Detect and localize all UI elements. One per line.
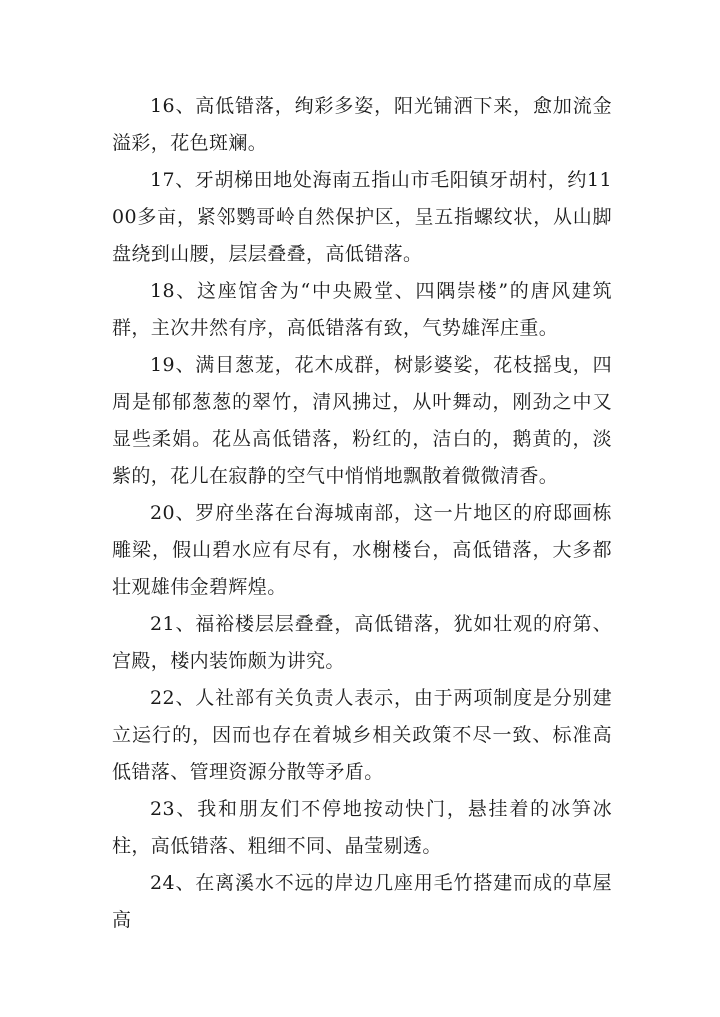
- paragraph-24: 24、在离溪水不远的岸边几座用毛竹搭建而成的草屋高: [112, 872, 612, 931]
- paragraph-16: 16、高低错落，绚彩多姿，阳光铺洒下来，愈加流金溢彩，花色斑斓。: [112, 95, 612, 154]
- paragraph-19: 19、满目葱茏，花木成群，树影婆娑，花枝摇曳，四周是郁郁葱葱的翠竹，清风拂过，从叶舞动，刚劲之中又显些柔娟。花丛高低错落，粉红的，洁白的，鹅黄的，淡紫的，花儿在寂静的空气中悄悄地飘散着微微清香。: [112, 354, 612, 487]
- paragraph-17: 17、牙胡梯田地处海南五指山市毛阳镇牙胡村，约1100多亩，紧邻鹦哥岭自然保护区，呈五指螺纹状，从山脚盘绕到山腰，层层叠叠，高低错落。: [112, 169, 612, 265]
- paragraph-18: 18、这座馆舍为“中央殿堂、四隅崇楼”的唐风建筑群，主次井然有序，高低错落有致，气势雄浑庄重。: [112, 280, 612, 339]
- paragraph-21: 21、福裕楼层层叠叠，高低错落，犹如壮观的府第、宫殿，楼内装饰颇为讲究。: [112, 613, 612, 672]
- paragraph-20: 20、罗府坐落在台海城南部，这一片地区的府邸画栋雕梁，假山碧水应有尽有，水榭楼台，高低错落，大多都壮观雄伟金碧辉煌。: [112, 502, 612, 598]
- paragraph-22: 22、人社部有关负责人表示，由于两项制度是分别建立运行的，因而也存在着城乡相关政策不尽一致、标准高低错落、管理资源分散等矛盾。: [112, 687, 612, 783]
- document-body: [112, 88, 612, 939]
- paragraph-23: 23、我和朋友们不停地按动快门，悬挂着的冰笋冰柱，高低错落、粗细不同、晶莹剔透。: [112, 798, 612, 857]
